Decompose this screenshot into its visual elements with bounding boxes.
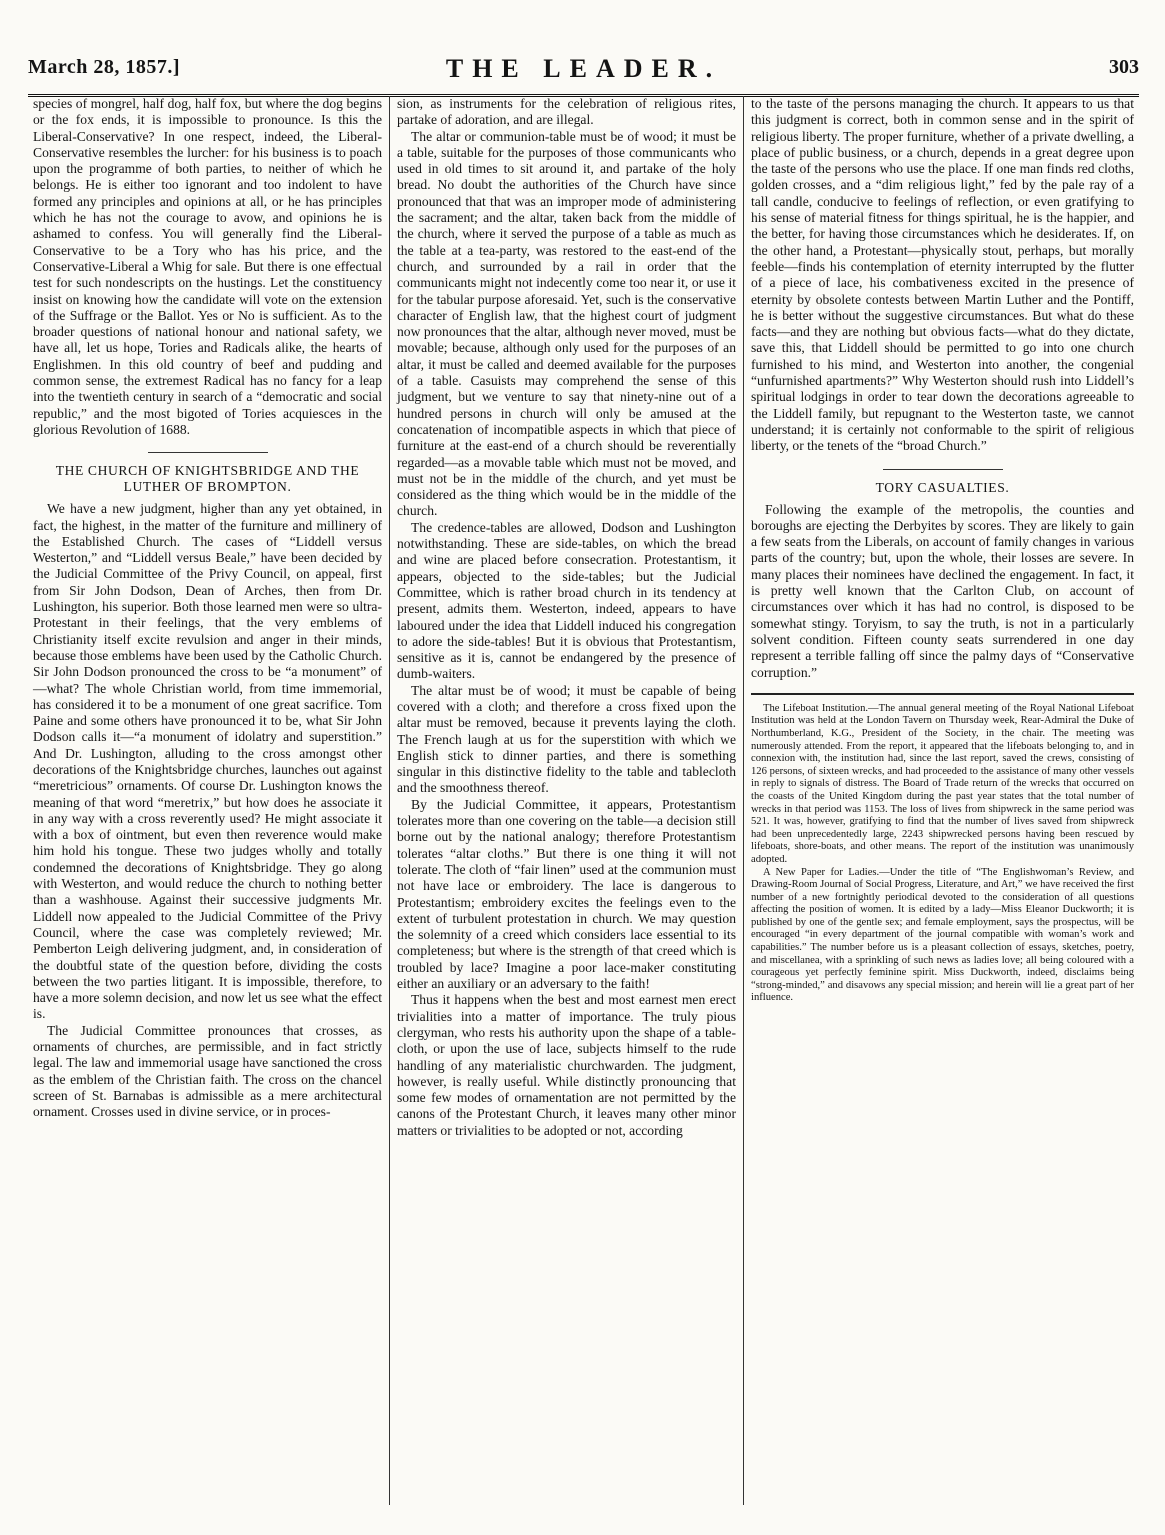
column-1: [26, 96, 390, 1505]
section-divider: [883, 469, 1003, 470]
column-3: [744, 96, 1141, 1505]
article-columns: [26, 96, 1141, 1505]
article-paragraph: The Judicial Committee pronounces that crosses, as ornaments of churches, are permissible, and in fact strictly legal. The law and immemorial usage have sanctioned the cross as the emblem of the Christian faith. The cross on the chancel screen of St. Barnabas is admissible as a mere architectural ornament. Crosses used in divine service, or in proces-: [33, 1022, 382, 1120]
article-continuation: species of mongrel, half dog, half fox, but where the dog begins or the fox ends, it is impossible to pronounce. Is this the Liberal-Conservative? In one respect, indeed, the Liberal-Conservative resembles the lurcher: for his business is to poach upon the programme of both parties, to neither of which he belongs. He is either too ignorant and too indolent to have formed any principles and opinions at all, or he has principles which he has not the courage to avow, and opinions he is ashamed to confess. You will generally find the Liberal-Conservative to be a Tory who has his price, and the Conservative-Liberal a Whig for sale. But there is one effectual test for such nondescripts on the hustings. Let the constituency insist on knowing how the candidate will vote on the extension of the Suffrage or the Ballot. Yes or No is sufficient. As to the broader questions of national honour and national safety, we have all, let us hope, Tories and Radicals alike, the hearts of Englishmen. In this old country of beef and pudding and common sense, the extremest Radical has no fancy for a leap into the twentieth century in search of a “democratic and social republic,” and the most bigoted of Tories acquiesces in the glorious Revolution of 1688.: [33, 96, 382, 437]
article-paragraph: The altar or communion-table must be of wood; it must be a table, suitable for the purposes of those communicants who used in old times to sit around it, and partake of the holy bread. No doubt the authorities of the Church have since pronounced that that was an improper mode of administering the sacrament; and the altar, taken back from the middle of the church, where it served the purpose of a table as much as the table at a tea-party, was restored to the east-end of the church, and surrounded by a rail in order that the communicants might not indecently come too near it, or use it for the tabular purpose aforesaid. Yet, such is the conservative character of English law, that the highest court of judgment now pronounces that the altar, although never moved, must be movable; because, although only used for the purposes of an altar, it must be called and deemed available for the purposes of a table. Casuists may comprehend the sense of this judgment, but we venture to say that ninety-nine out of a hundred persons in church will only be amused at the concatenation of incompatible aspects in which that piece of furniture at the east-end of a church should be reverentially regarded—as a movable table which must not be moved, and must not be in the middle of the church, and yet must be considered as the thing which would be in the middle of the church.: [397, 128, 736, 519]
article-paragraph: The credence-tables are allowed, Dodson and Lushington notwithstanding. These are side-tables, on which the bread and wine are placed before consecration. Protestantism, it appears, objected to the side-tables; but the Judicial Committee, which is rather broad church in its tendency at present, admits them. Westerton, indeed, appears to have laboured under the idea that Liddell induced his congregation to adore the side-tables! But it is obvious that Protestantism, sensitive as it is, cannot be endangered by the presence of dumb-waiters.: [397, 519, 736, 682]
news-item-ladies-paper: A New Paper for Ladies.—Under the title of “The Englishwoman’s Review, and Drawing-Room Journal of Social Progress, Literature, and Art,” we have received the first number of a new fortnightly periodical devoted to the consideration of all questions affecting the position of women. It is edited by a lady—Miss Eleanor Duckworth; it is published by one of the gentle sex; and female employment, says the prospectus, will be encouraged “in every department of the journal compatible with woman’s work and capabilities.” The number before us is a pleasant collection of essays, sketches, poetry, and miscellanea, with a sprinkling of such news as ladies love; all being coloured with a courageous yet perfectly feminine spirit. Miss Duckworth, indeed, disclaims being “strong-minded,” and disavows any special mission; and herein will lie a great part of her influence.: [751, 866, 1134, 1004]
article-paragraph: to the taste of the persons managing the church. It appears to us that this judgment is correct, both in common sense and in the spirit of religious liberty. The proper furniture, whether of a private dwelling, a place of public business, or a church, depends in a great degree upon the taste of the persons who use the place. If one man finds red cloths, golden crosses, and a “dim religious light,” fed by the pale ray of a tall candle, conducive to feelings of reflection, or even gratifying to his sense of material fitness for things spiritual, he is the happier, and the better, for having those circumstances which he desiderates. If, on the other hand, a Protestant—physically stout, perhaps, but morally feeble—finds his contemplation of eternity interrupted by the flutter of a piece of lace, his combativeness excited in the presence of eternity by obsolete contests between Martin Luther and the Pontiff, he is better without the suggestive circumstances. But what do these facts—and they are nothing but obvious facts—what do they dictate, save this, that Liddell should be permitted to go into one church furnished to his mind, and Westerton into another, the congenial “unfurnished apartments?” Why Westerton should rush into Liddell’s spiritual lodgings in order to tear down the decorations agreeable to the Liddell family, but repugnant to the Westerton taste, we cannot understand; it is certainly not conformable to the spirit of religious liberty, or the tenets of the “broad Church.”: [751, 96, 1134, 454]
issue-date: March 28, 1857.]: [28, 56, 181, 78]
article-paragraph: By the Judicial Committee, it appears, Protestantism tolerates more than one covering on the table—a decision still borne out by the national analogy; therefore Protestantism tolerates “altar cloths.” But there is one thing it will not tolerate. The cloth of “fair linen” used at the communion must not have lace or embroidery. The lace is dangerous to Protestantism; embroidery excites the feelings even to the extent of turbulent protestation in church. We may question the solemnity of a creed which considers lace essential to its completeness; but where is the strength of that creed which is troubled by lace? Imagine a poor lace-maker constituting either an auxiliary or an adversary to the faith!: [397, 796, 736, 992]
page-number: 303: [1109, 56, 1139, 78]
article-paragraph: sion, as instruments for the celebration of religious rites, partake of adoration, and are illegal.: [397, 96, 736, 128]
article-paragraph: Thus it happens when the best and most earnest men erect trivialities into a matter of importance. The truly pious clergyman, who rests his authority upon the shape of a table-cloth, or upon the use of lace, subjects himself to the rude handling of any materialistic churchwarden. The judgment, however, is really useful. While distinctly pronouncing that some few modes of ornamentation are not permitted by the canons of the Protestant Church, it leaves many other minor matters or trivialities to be adopted or not, according: [397, 992, 736, 1138]
article-paragraph: The altar must be of wood; it must be capable of being covered with a cloth; and therefore a cross fixed upon the altar must be removed, because it prevents laying the cloth. The French laugh at us for the superstition with which we English stick to dinner parties, and there is something singular in this distinctive fidelity to the table and tablecloth and the smoothness thereof.: [397, 682, 736, 796]
news-items: [751, 703, 1134, 1005]
news-divider: [751, 693, 1134, 695]
article-paragraph: We have a new judgment, higher than any yet obtained, in fact, the highest, in the matter of the furniture and millinery of the Established Church. The cases of “Liddell versus Westerton,” and “Liddell versus Beale,” have been decided by the Judicial Committee of the Privy Council, on appeal, first from Sir John Dodson, Dean of Arches, then from Dr. Lushington, his superior. Both those learned men were so ultra-Protestant in their feelings, that the very emblems of Christianity itself excite revulsion and anger in their minds, because those emblems have been used by the Catholic Church. Sir John Dodson pronounced the cross to be “a monument” of—what? The whole Christian world, from time immemorial, has considered it to be a monument of one great sacrifice. Tom Paine and some others have pronounced it to be, what Sir John Dodson calls it—“a monument of idolatry and superstition.” And Dr. Lushington, alluding to the cross amongst other decorations of the Knightsbridge churches, launches out against “meretricious” ornaments. Of course Dr. Lushington knows the meaning of that word “meretrix,” but how does he associate it in any way with a cross reverently used? He might associate it with a box of ointment, but even then reverence would make him hold his tongue. These two judges wholly and totally condemned the decorations of Knightsbridge. They go along with Westerton, and would reduce the church to nothing better than a washhouse. Against their successive judgments Mr. Liddell now appealed to the Judicial Committee of the Privy Council, where the case was completely reviewed; Mr. Pemberton Leigh delivering judgment, and, in consideration of the doubtful state of the question before, dividing the costs between the two parties litigant. It is impossible, therefore, to have a more solemn decision, and now let us see what the effect is.: [33, 501, 382, 1022]
article-heading: THE CHURCH OF KNIGHTSBRIDGE AND THE LUTHER OF BROMPTON.: [55, 463, 360, 495]
news-item-lifeboat: The Lifeboat Institution.—The annual general meeting of the Royal National Lifeboat Institution was held at the London Tavern on Thursday week, Rear-Admiral the Duke of Northumberland, K.G., President of the Society, in the chair. The meeting was numerously attended. From the report, it appeared that the lifeboats belonging to, and in connexion with, the institution had, since the last report, saved the crews, consisting of 126 persons, of sixteen wrecks, and had proceeded to the assistance of many other vessels in reply to signals of distress. The Board of Trade return of the wrecks that occurred on the coasts of the United Kingdom during the past year states that the total number of wrecks in that period was 1153. The loss of lives from shipwreck in the same period was 521. It was, however, gratifying to find that the number of lives saved from shipwreck had been unprecedentedly large, 2243 shipwrecked persons having been rescued by lifeboats, shore-boats, and other means. The report of the institution was unanimously adopted.: [751, 702, 1134, 865]
masthead: [28, 48, 1139, 97]
article-heading: TORY CASUALTIES.: [875, 479, 1010, 495]
column-2: [390, 96, 744, 1505]
section-divider: [148, 452, 268, 453]
article-paragraph: Following the example of the metropolis, the counties and boroughs are ejecting the Derbyites by scores. They are likely to gain a few seats from the Liberals, on account of family changes in various parts of the country; but, upon the whole, their losses are severe. In many places their nominees have declined the engagement. In fact, it is pretty well known that the Carlton Club, on account of circumstances over which it has had no control, is disposed to be somewhat stingy. Toryism, to say the truth, is not in a particularly solvent condition. Fifteen county seats surrendered in one day represent a terrible falling off since the palmy days of “Conservative corruption.”: [751, 501, 1134, 680]
newspaper-title: THE LEADER.: [445, 54, 722, 83]
